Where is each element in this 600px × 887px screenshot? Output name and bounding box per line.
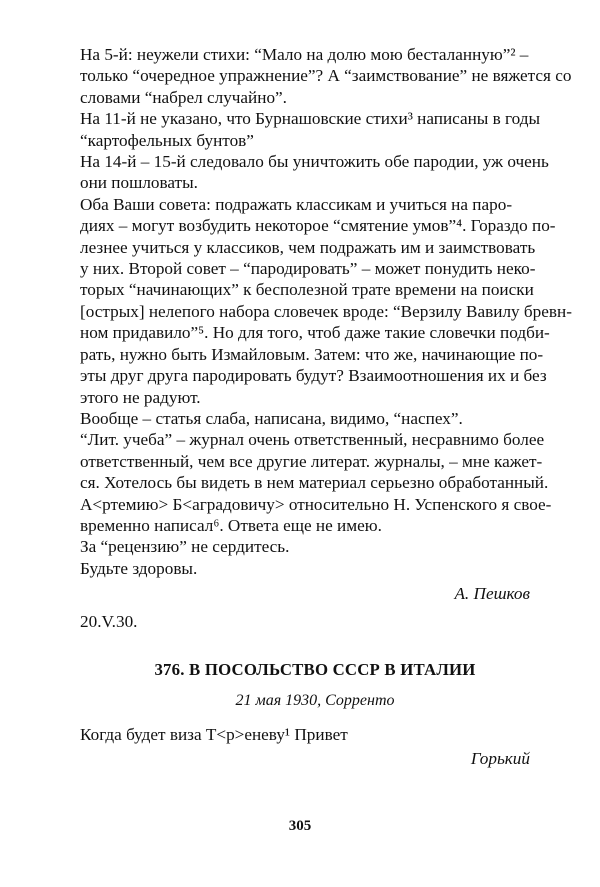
text-line: А<ртемию> Б<аградовичу> относительно Н. Успенского я свое- [80, 494, 552, 514]
text-line: Будьте здоровы. [80, 558, 198, 578]
text-line: На 11-й не указано, что Бурнашовские стихи³ написаны в годы [80, 109, 541, 129]
telegram-text: Когда будет виза Т<р>еневу¹ Привет [80, 724, 348, 744]
letter-paragraph [80, 536, 550, 557]
text-line: На 14-й – 15-й следовало бы уничтожить обе пародии, уж очень [80, 152, 549, 172]
text-line: [острых] нелепого набора словечек вроде: “Верзилу Вавилу бревн- [80, 301, 572, 321]
text-line: “картофельных бунтов” [80, 130, 254, 150]
letter-signature: А. Пешков [454, 584, 530, 604]
letter-paragraph [80, 408, 550, 429]
text-line: ся. Хотелось бы видеть в нем материал серьезно обработанный. [80, 473, 549, 493]
letter-body [80, 44, 572, 579]
section-date-place: 21 мая 1930, Сорренто [235, 691, 395, 709]
letter-paragraph [80, 194, 572, 408]
text-line: у них. Второй совет – “пародировать” – может понудить неко- [80, 259, 536, 279]
letter-paragraph [80, 44, 572, 108]
text-line: лезнее учиться у классиков, чем подражать им и заимствовать [80, 237, 536, 257]
telegram-signature: Горький [470, 749, 530, 769]
text-line: “Лит. учеба” – журнал очень ответственный, несравнимо более [80, 430, 545, 450]
text-line: За “рецензию” не сердитесь. [80, 537, 290, 557]
letter-paragraph [80, 108, 550, 151]
text-line: Оба Ваши совета: подражать классикам и учиться на паро- [80, 194, 513, 214]
page-content [80, 44, 572, 769]
letter-paragraph [80, 558, 550, 579]
letter-paragraph [80, 494, 550, 537]
letter-date: 20.V.30. [80, 611, 138, 631]
text-line: словами “набрел случайно”. [80, 87, 287, 107]
text-line: диях – могут возбудить некоторое “смятение умов”⁴. Гораздо по- [80, 216, 556, 236]
text-line: На 5-й: неужели стихи: “Мало на долю мою бесталанную”² – [80, 45, 529, 64]
text-line: рать, нужно быть Измайловым. Затем: что же, начинающие по- [80, 344, 544, 364]
text-line: Вообще – статья слаба, написана, видимо, “наспех”. [80, 408, 463, 428]
letter-paragraph [80, 151, 550, 194]
letter-paragraph [80, 429, 550, 493]
text-line: ном придавило”⁵. Но для того, чтоб даже такие словечки подби- [80, 323, 550, 343]
text-line: торых “начинающих” к бесполезной трате времени на поиски [80, 280, 534, 300]
text-line: временно написал⁶. Ответа еще не имею. [80, 515, 382, 535]
text-line: они пошловаты. [80, 173, 198, 193]
text-line: эты друг друга пародировать будут? Взаимоотношения их и без [80, 366, 547, 386]
page-number: 305 [288, 818, 312, 834]
text-line: только “очередное упражнение”? А “заимствование” не вяжется со [80, 66, 572, 86]
text-line: этого не радуют. [80, 387, 201, 407]
text-line: ответственный, чем все другие литерат. журналы, – мне кажет- [80, 451, 543, 471]
section-heading: 376. В ПОСОЛЬСТВО СССР В ИТАЛИИ [154, 659, 476, 679]
